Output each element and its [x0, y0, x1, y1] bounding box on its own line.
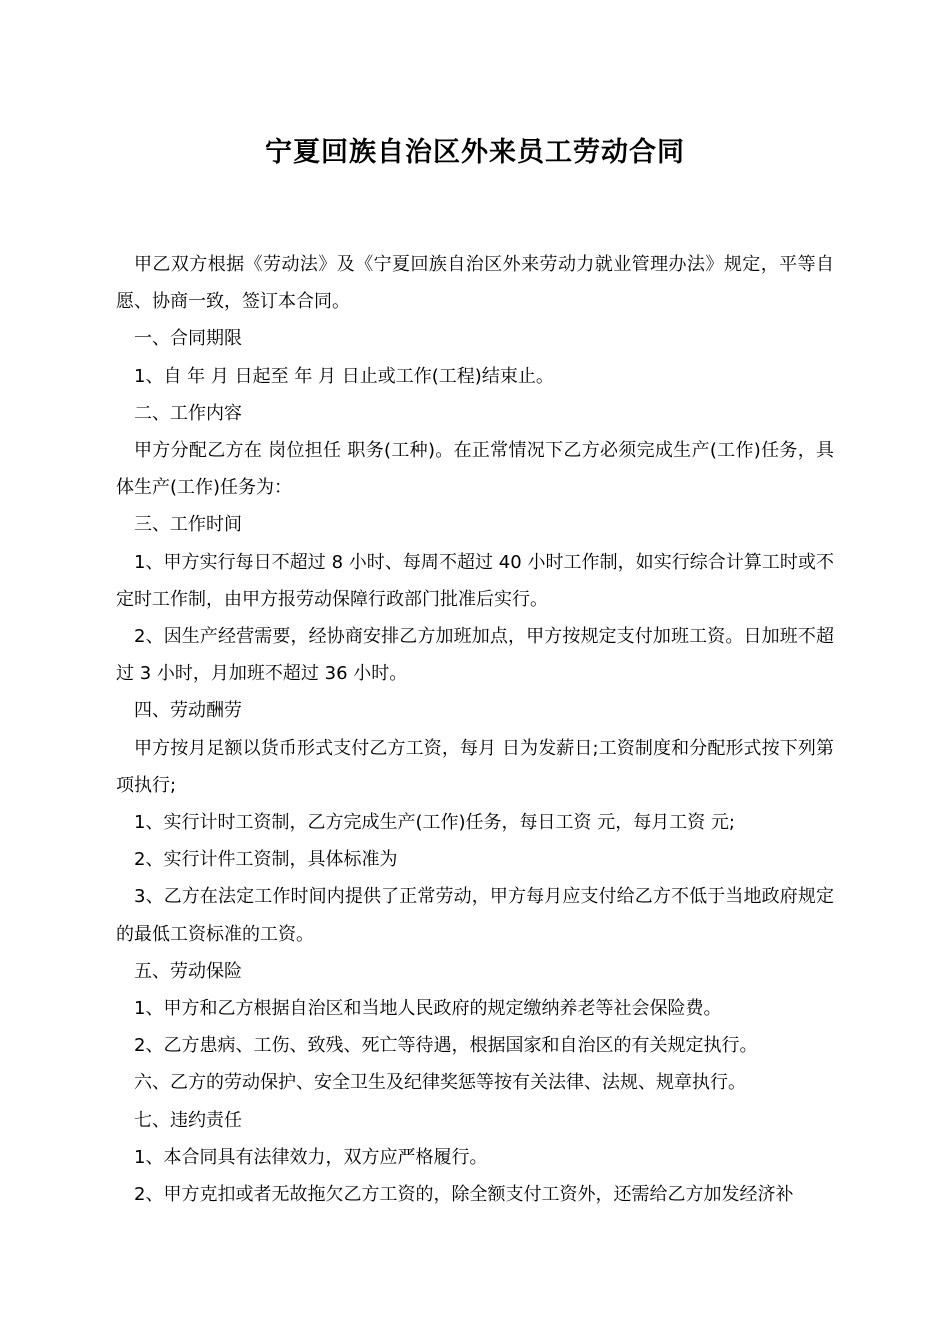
paragraph-remuneration-1: 1、实行计时工资制，乙方完成生产(工作)任务，每日工资 元，每月工资 元; — [134, 812, 736, 834]
paragraph-work-time-2: 2、因生产经营需要，经协商安排乙方加班加点，甲方按规定支付加班工资。日加班不超过 3 小时，月加班不超过 36 小时。 — [116, 626, 834, 685]
section-heading-protection: 六、乙方的劳动保护、安全卫生及纪律奖惩等按有关法律、法规、规章执行。 — [134, 1072, 746, 1094]
section-heading-insurance: 五、劳动保险 — [134, 960, 242, 982]
paragraph-remuneration-3: 3、乙方在法定工作时间内提供了正常劳动，甲方每月应支付给乙方不低于当地政府规定的最低工资标准的工资。 — [116, 886, 834, 945]
paragraph-liability-2: 2、甲方克扣或者无故拖欠乙方工资的，除全额支付工资外，还需给乙方加发经济补 — [134, 1184, 794, 1206]
paragraph-intro: 甲乙双方根据《劳动法》及《宁夏回族自治区外来劳动力就业管理办法》规定，平等自愿、协商一致，签订本合同。 — [116, 254, 834, 313]
document-body — [116, 246, 834, 1213]
section-heading-work-time: 三、工作时间 — [134, 514, 242, 536]
paragraph-term-1: 1、自 年 月 日起至 年 月 日止或工作(工程)结束止。 — [134, 365, 554, 387]
paragraph-insurance-1: 1、甲方和乙方根据自治区和当地人民政府的规定缴纳养老等社会保险费。 — [134, 998, 722, 1020]
paragraph-remuneration-2: 2、实行计件工资制，具体标准为 — [134, 849, 398, 871]
section-heading-work-content: 二、工作内容 — [134, 402, 242, 424]
paragraph-remuneration: 甲方按月足额以货币形式支付乙方工资，每月 日为发薪日;工资制度和分配形式按下列第 项执行; — [116, 737, 834, 796]
paragraph-liability-1: 1、本合同具有法律效力，双方应严格履行。 — [134, 1146, 488, 1168]
section-heading-remuneration: 四、劳动酬劳 — [134, 700, 242, 722]
paragraph-work-time-1: 1、甲方实行每日不超过 8 小时、每周不超过 40 小时工作制，如实行综合计算工时或不定时工作制，由甲方报劳动保障行政部门批准后实行。 — [116, 551, 834, 610]
paragraph-work-content: 甲方分配乙方在 岗位担任 职务(工种)。在正常情况下乙方必须完成生产(工作)任务，具体生产(工作)任务为： — [116, 440, 834, 499]
paragraph-insurance-2: 2、乙方患病、工伤、致残、死亡等待遇，根据国家和自治区的有关规定执行。 — [134, 1035, 758, 1057]
section-heading-term: 一、合同期限 — [134, 328, 242, 350]
document-title: 宁夏回族自治区外来员工劳动合同 — [265, 137, 685, 168]
section-heading-liability: 七、违约责任 — [134, 1109, 242, 1131]
